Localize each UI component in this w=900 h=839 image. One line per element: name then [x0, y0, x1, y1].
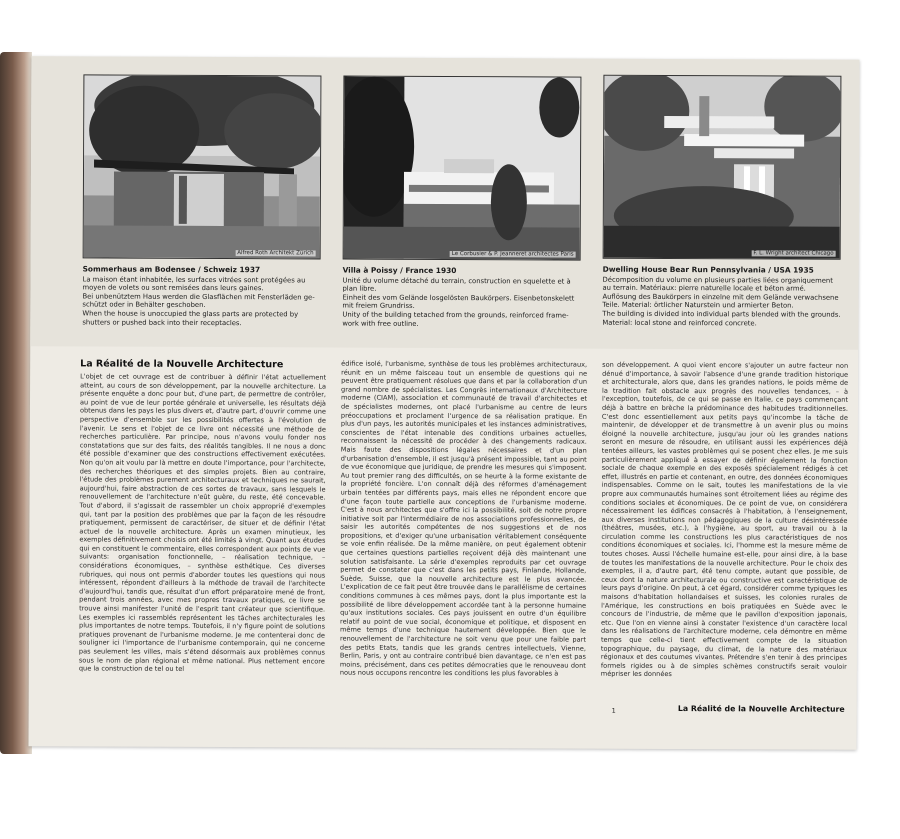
text-column: [79, 372, 326, 699]
photo-bear-run: [603, 75, 842, 260]
caption-line: Unité du volume détaché du terrain, construction en squelette et à: [342, 276, 571, 286]
text-column: [340, 360, 587, 687]
caption-line: au terrain. Matériaux: pierre naturelle locale et béton armé.: [602, 283, 806, 293]
caption-title: Villa à Poissy / France 1930: [342, 265, 457, 276]
photo-villa-poissy: [343, 76, 582, 261]
section-title: La Réalité de la Nouvelle Architecture: [80, 358, 284, 371]
text-column: [601, 361, 848, 688]
photo-credit: Alfred Roth Architekt Zürich: [237, 250, 314, 257]
column-text: L'objet de cet ouvrage est de contribuer à définir l'état actuellement atteint, au cours de son développement, par la nouvelle architecture. La présente enquête a donc pour but, d'une part, de permettre de contrôler, au point de vue de leur portée générale et universelle, les résultats déjà obtenus dans les pays les plus divers et, d'autre part, d'ouvrir comme une perspective d'ensemble sur les possibilités offertes à l'évolution de l'avenir. Le sens et l'objet de ce livre ont nécessité une méthode de recherches particulière. Par principe, nous n'avons voulu fonder nos constatations que sur des faits, des réalités tangibles. Il ne nous a donc été possible d'examiner que des constructions effectivement exécutées. Non qu'on ait voulu par là mettre en doute l'importance, pour l'architecte, des recherches théoriques et des simples projets. Bien au contraire, l'étude des problèmes purement architecturaux et techniques ne saurait, aujourd'hui, faire abstraction de ces sortes de travaux, sans lesquels le renouvellement de l'architecture n'eût guère, du reste, été concevable. Tout d'abord, il s'agissait de rassembler un choix approprié d'exemples qui, tant par la position des problèmes que par la façon de les résoudre pratiquement, permissent de caractériser, de situer et de définir l'état actuel de la nouvelle architecture. Après un examen minutieux, les exemples définitivement choisis ont été limités à vingt. Quant aux études qui en constituent le commentaire, elles correspondent aux points de vue suivants: organisation fonctionnelle, – réalisation technique, – considérations économiques, – synthèse esthétique. Ces diverses rubriques, qui nous ont permis d'aborder toutes les questions qui nous intéressent, répondent d'ailleurs à la méthode de travail de l'architecte d'aujourd'hui, tandis que, résultat d'un effort préparatoire mené de front, pendant trois années, avec mes propres travaux pratiques, ce livre se trouve ainsi manifester l'unité de l'esprit tant créateur que scientifique. Les exemples ici rassemblés représentent les tâches architecturales les plus importantes de notre temps. Toutefois, il n'y figure point de solutions pratiques provenant de l'urbanisme moderne. Je me contenterai donc de souligner ici l'importance de l'urbanisme contemporain, qui ne concerne pas seulement les villes, mais s'étend désormais aux problèmes connus sous le nom de plan régional et même national. Plus nettement encore que la construction de tel ou tel: [78, 372, 327, 674]
book-spine: [0, 52, 32, 754]
page-number: 1: [611, 706, 616, 715]
photo-credit: Le Corbusier & P. Jeanneret architectes Paris: [451, 251, 574, 258]
caption-line: Décomposition du volume en plusieurs parties liées organiquement: [602, 275, 833, 285]
running-head: La Réalité de la Nouvelle Architecture: [677, 704, 845, 714]
column-text: son développement. A quoi vient encore s'ajouter un autre facteur non dénué d'importance, à savoir l'absence d'une grande tradition historique et architecturale, alors que, dans les grandes nations, le poids même de la tradition fait obstacle aux progrès des nouvelles tendances, – à l'exception, toutefois, de ce qui se passe en Italie, ce pays commençant déjà à battre en brèche la prédominance des habitudes traditionnelles. C'est donc essentiellement aux petits pays qu'incombe la tâche de maintenir, de développer et de transmettre à un avenir plus ou moins éloigné la nouvelle architecture, jusqu'au jour où les grandes nations seront en mesure de résoudre, en utilisant aussi les expériences déjà tentées ailleurs, les vastes problèmes qui se posent chez elles. Je me suis particulièrement appliqué à essayer de définir également la fonction sociale de chaque exemple en des exposés spécialement rédigés à cet effet, illustrés en partie et contenant, en outre, des données économiques indispensables. Comme on le sait, toutes les manifestations de la vie propre aux communautés humaines sont étroitement liées au régime des conditions sociales et économiques. De ce point de vue, on considérera nécessairement les édifices consacrés à l'habitation, à l'enseignement, aux diverses institutions non pédagogiques de la culture désintéressée (théâtres, musées, etc.), à l'hygiène, au sport, au travail ou à la circulation comme les constructions les plus caractéristiques de nos conditions économiques et sociales. Ici, l'homme est la mesure même de toutes choses. Aussi l'échelle humaine est-elle, pour ainsi dire, à la base de toutes les manifestations de la nouvelle architecture. Pour le choix des exemples, il a, d'autre part, été tenu compte, autant que possible, de ceux dont la nature architecturale ou constructive est caractéristique de leurs pays d'origine. On peut, à cet égard, considérer comme typiques les maisons d'habitation hollandaises et suisses, les colonies rurales de l'Amérique, les constructions en bois pratiquées en Suède avec le concours de l'industrie, de même que le pavillon d'exposition japonais, etc. Que l'on en vienne ainsi à constater l'existence d'un caractère local dans les réalisations de l'architecture moderne, cela démontre en même temps que celle-ci tient effectivement compte de la situation topographique, du paysage, du climat, de la nature des matériaux régionaux et des coutumes vivantes. Prétendre s'en tenir à des principes formels rigides ou à de simples schèmes constructifs serait vouloir mépriser les données: [600, 360, 849, 679]
photo-caption: [602, 266, 842, 328]
caption-line: schützt oder in Behälter geschoben.: [82, 300, 206, 310]
column-text: édifice isolé, l'urbanisme, synthèse de tous les problèmes architecturaux, réunit en un même faisceau tout un ensemble de questions qui ne peuvent être pratiquement résolues que dans et par la collaboration d'un grand nombre de spécialistes. Les Congrès internationaux d'Architecture moderne (CIAM), association et communauté de travail d'architectes et de spécialistes modernes, ont placé l'urbanisme au centre de leurs préoccupations et proclament l'urgence de sa réalisation pratique. En plus d'un pays, les autorités municipales et les instances administratives, conscientes de l'état intenable des conditions urbaines actuelles, reconnaissent la nécessité de procéder à des changements radicaux. Mais faute des dispositions légales nécessaires et d'un plan d'urbanisation d'ensemble, il est jusqu'à présent impossible, tant au point de vue économique que juridique, de prendre les mesures qui s'imposent. Au tout premier rang des difficultés, on se heurte à la forme existante de la propriété foncière. L'on connaît déjà des réformes d'aménagement urbain tentées par différents pays, mais elles ne répondent encore que d'une façon toute partielle aux conceptions de l'urbanisme moderne. C'est à nous architectes que s'offre ici la possibilité, soit de notre propre initiative soit par l'intermédiaire de nos associations professionnelles, de saisir les autorités compétentes de nos suggestions et de nos propositions, et d'exiger qu'une urbanisation véritablement conséquente se voie enfin réalisée. De la même manière, on peut également obtenir que certaines questions partielles reçoivent déjà dès maintenant une solution satisfaisante. La série d'exemples reproduits par cet ouvrage permet de constater que c'est dans les petits pays, Finlande, Hollande, Suède, Suisse, que la nouvelle architecture est le plus avancée. L'explication de ce fait peut être trouvée dans le parallélisme de certaines conditions communes à ces mêmes pays, dont la plus importante est la possibilité de libre développement accordée tant à la personne humaine qu'aux institutions sociales. Ces pays jouissent en outre d'un équilibre relatif au point de vue social, économique et politique, et disposent en même temps d'une technique hautement développée. Bien que le renouvellement de l'architecture ne soit venu que pour une faible part des petits Etats, tandis que les grands centres intellectuels, Vienne, Berlin, Paris, y ont au contraire contribué bien davantage, ce n'en est pas moins, précisément, dans ces petites démocraties que le renouveau dont nous nous occupons rencontre les conditions les plus favorables à: [339, 359, 588, 678]
caption-line: work with free outline.: [342, 319, 419, 328]
caption-line: Teile. Material: örtlicher Naturstein und armierter Beton.: [602, 301, 794, 310]
caption-title: Sommerhaus am Bodensee / Schweiz 1937: [82, 264, 261, 275]
book-page: [28, 56, 859, 750]
photo-caption: [342, 267, 578, 329]
caption-line: Material: local stone and reinforced concrete.: [602, 318, 757, 327]
caption-line: Bei unbenütztem Haus werden die Glasflächen mit Fensterläden ge-: [82, 292, 315, 302]
photo-caption: [82, 265, 318, 327]
caption-line: When the house is unoccupied the glass parts are protected by: [82, 309, 299, 319]
caption-line: Einheit des vom Gelände losgelösten Baukörpers. Eisenbetonskelett: [342, 293, 575, 303]
photo-summer-house: [83, 74, 322, 259]
caption-line: The building is divided into individual parts blended with the grounds.: [602, 309, 841, 319]
caption-line: La maison étant inhabitée, les surfaces vitrées sont protégées au: [82, 275, 306, 284]
caption-title: Dwelling House Bear Run Pennsylvania / USA 1935: [602, 264, 814, 275]
caption-line: moyen de volets ou sont remisées dans leurs gaines.: [82, 283, 264, 293]
caption-line: Unity of the building tetached from the grounds, reinforced frame-: [342, 310, 569, 320]
caption-line: plan libre.: [342, 284, 377, 293]
caption-line: mit freiem Grundriss.: [342, 301, 415, 311]
caption-line: shutters or pushed back into their receptacles.: [82, 317, 242, 327]
caption-line: Auflösung des Baukörpers in einzelne mit dem Gelände verwachsene: [602, 292, 839, 302]
photo-credit: F. L. Wright architect Chicago: [753, 250, 834, 257]
